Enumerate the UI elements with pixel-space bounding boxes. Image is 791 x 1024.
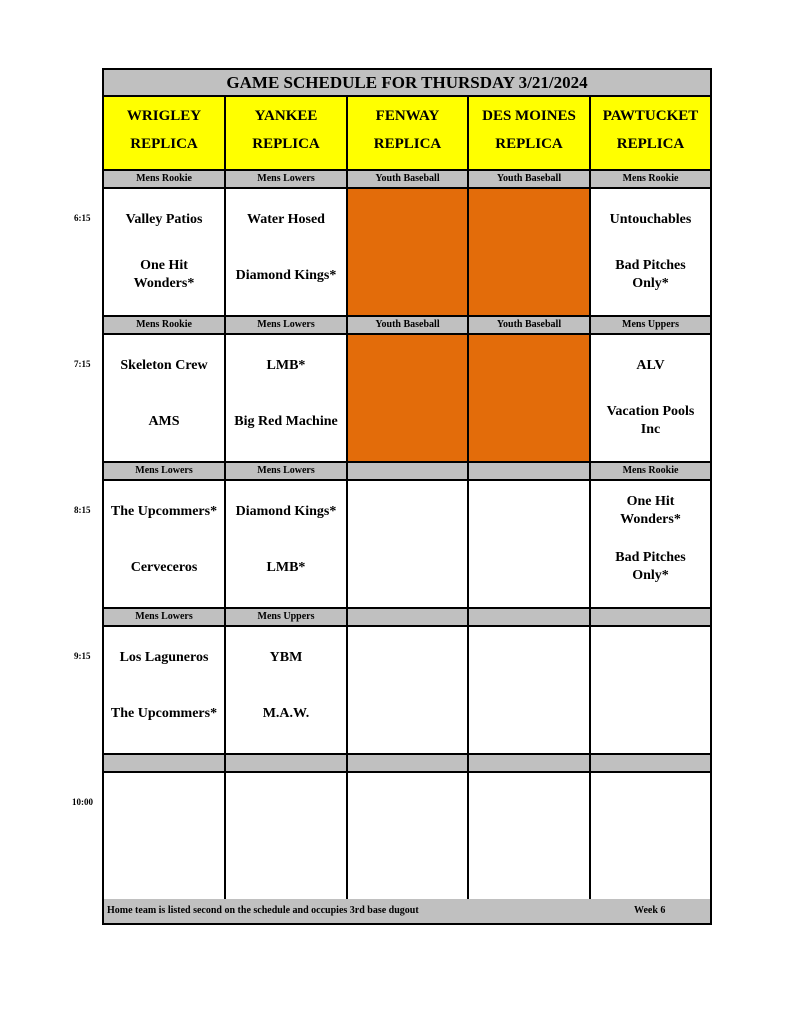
home-team: Diamond Kings* bbox=[235, 268, 337, 283]
home-team: Cerveceros bbox=[130, 560, 198, 575]
division-label bbox=[226, 755, 348, 773]
time-label: 9:15 bbox=[74, 651, 91, 661]
away-team: One Hit Wonders* bbox=[620, 494, 681, 527]
division-label: Mens Lowers bbox=[104, 463, 226, 481]
game-cell bbox=[591, 773, 710, 901]
game-cell bbox=[226, 189, 348, 317]
away-team: Untouchables bbox=[609, 212, 692, 227]
game-cell bbox=[104, 481, 226, 609]
time-label: 6:15 bbox=[74, 213, 91, 223]
division-label: Mens Rookie bbox=[591, 463, 710, 481]
field-subtitle: REPLICA bbox=[130, 136, 198, 152]
schedule-title: GAME SCHEDULE FOR THURSDAY 3/21/2024 bbox=[104, 70, 710, 97]
division-label: Youth Baseball bbox=[469, 171, 591, 189]
footer-note: Home team is listed second on the schedule and occupies 3rd base dugout bbox=[107, 905, 419, 916]
home-team: M.A.W. bbox=[262, 706, 310, 721]
field-header bbox=[226, 97, 348, 171]
game-cell bbox=[104, 773, 226, 901]
game-cell bbox=[104, 335, 226, 463]
game-cell bbox=[469, 627, 591, 755]
home-team: Bad Pitches Only* bbox=[615, 258, 686, 291]
week-label: Week 6 bbox=[634, 905, 666, 916]
home-team: One Hit Wonders* bbox=[133, 258, 195, 291]
game-cell bbox=[591, 335, 710, 463]
field-subtitle: REPLICA bbox=[616, 136, 685, 152]
field-name: WRIGLEY bbox=[126, 108, 202, 124]
division-label bbox=[591, 609, 710, 627]
field-header bbox=[104, 97, 226, 171]
division-label: Mens Lowers bbox=[104, 609, 226, 627]
game-cell bbox=[226, 773, 348, 901]
division-label: Mens Lowers bbox=[226, 463, 348, 481]
field-subtitle: REPLICA bbox=[495, 136, 563, 152]
field-header bbox=[469, 97, 591, 171]
game-cell bbox=[348, 481, 469, 609]
game-cell bbox=[348, 189, 469, 317]
game-cell bbox=[348, 627, 469, 755]
home-team: Big Red Machine bbox=[234, 414, 338, 429]
away-team: Diamond Kings* bbox=[235, 504, 337, 519]
away-team: Los Laguneros bbox=[119, 650, 209, 665]
field-name: YANKEE bbox=[254, 108, 318, 124]
game-cell bbox=[469, 773, 591, 901]
division-label: Youth Baseball bbox=[469, 317, 591, 335]
schedule-table bbox=[102, 68, 712, 925]
game-cell bbox=[591, 481, 710, 609]
away-team: LMB* bbox=[266, 358, 306, 373]
schedule-footer bbox=[104, 899, 710, 923]
division-label: Mens Rookie bbox=[104, 171, 226, 189]
field-header bbox=[348, 97, 469, 171]
game-cell bbox=[104, 189, 226, 317]
game-cell bbox=[469, 481, 591, 609]
away-team: Skeleton Crew bbox=[120, 358, 208, 373]
home-team: Bad Pitches Only* bbox=[615, 550, 686, 583]
division-label bbox=[104, 755, 226, 773]
division-label bbox=[469, 755, 591, 773]
field-name: PAWTUCKET bbox=[602, 108, 699, 124]
game-cell bbox=[469, 335, 591, 463]
time-label: 10:00 bbox=[72, 797, 93, 807]
game-cell bbox=[591, 627, 710, 755]
division-label bbox=[348, 755, 469, 773]
home-team: Vacation Pools Inc bbox=[606, 404, 695, 437]
division-label bbox=[469, 609, 591, 627]
game-cell bbox=[226, 627, 348, 755]
game-cell bbox=[226, 335, 348, 463]
division-label: Mens Uppers bbox=[226, 609, 348, 627]
away-team: Water Hosed bbox=[247, 212, 325, 227]
field-subtitle: REPLICA bbox=[252, 136, 320, 152]
field-header bbox=[591, 97, 710, 171]
division-label: Mens Lowers bbox=[226, 171, 348, 189]
division-label bbox=[348, 609, 469, 627]
time-label: 7:15 bbox=[74, 359, 91, 369]
division-label bbox=[591, 755, 710, 773]
division-label: Mens Lowers bbox=[226, 317, 348, 335]
home-team: AMS bbox=[148, 414, 180, 429]
game-cell bbox=[469, 189, 591, 317]
home-team: The Upcommers* bbox=[110, 706, 218, 721]
game-cell bbox=[104, 627, 226, 755]
field-name: DES MOINES bbox=[482, 108, 576, 124]
home-team: LMB* bbox=[266, 560, 306, 575]
time-label: 8:15 bbox=[74, 505, 91, 515]
game-cell bbox=[591, 189, 710, 317]
away-team: ALV bbox=[636, 358, 665, 373]
division-label bbox=[348, 463, 469, 481]
game-cell bbox=[348, 335, 469, 463]
division-label bbox=[469, 463, 591, 481]
division-label: Mens Uppers bbox=[591, 317, 710, 335]
game-cell bbox=[226, 481, 348, 609]
game-cell bbox=[348, 773, 469, 901]
away-team: YBM bbox=[269, 650, 303, 665]
division-label: Youth Baseball bbox=[348, 171, 469, 189]
away-team: The Upcommers* bbox=[110, 504, 218, 519]
field-subtitle: REPLICA bbox=[373, 136, 442, 152]
division-label: Youth Baseball bbox=[348, 317, 469, 335]
division-label: Mens Rookie bbox=[591, 171, 710, 189]
away-team: Valley Patios bbox=[125, 212, 203, 227]
field-name: FENWAY bbox=[375, 108, 440, 124]
division-label: Mens Rookie bbox=[104, 317, 226, 335]
